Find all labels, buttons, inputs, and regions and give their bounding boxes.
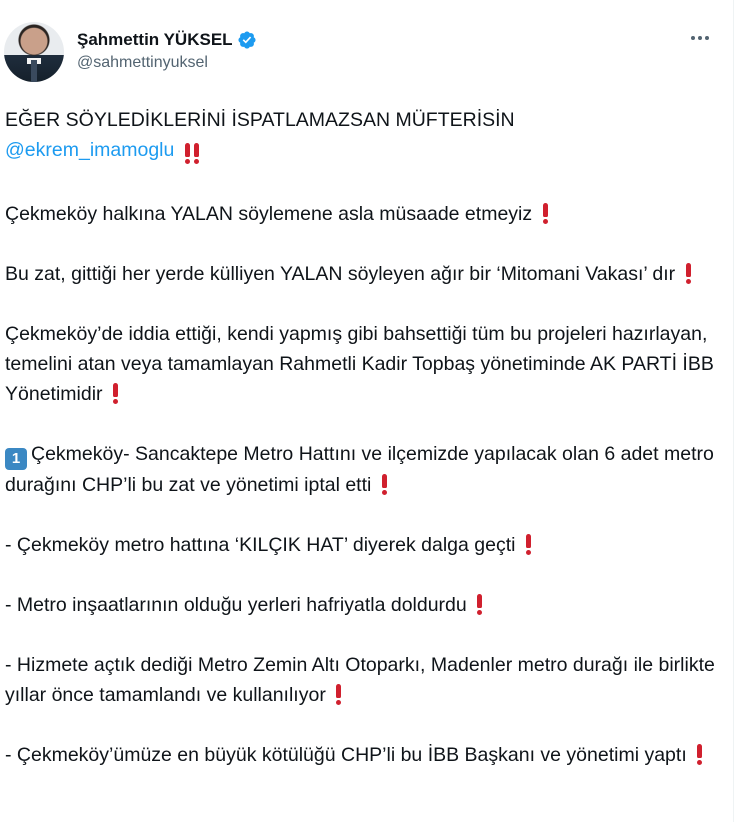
exclamation-icon xyxy=(380,473,389,495)
tweet-header xyxy=(0,0,733,100)
exclamation-icon xyxy=(111,382,120,404)
exclamation-icon xyxy=(541,202,550,224)
tweet-paragraph-6: - Çekmeköy metro hattına ‘KILÇIK HAT’ diyerek dalga geçti xyxy=(5,530,715,560)
exclamation-icon xyxy=(475,593,484,615)
exclamation-icon xyxy=(684,262,693,284)
name-row xyxy=(77,30,257,50)
tweet-paragraph-2: Çekmeköy halkına YALAN söylemene asla müsaade etmeyiz xyxy=(5,199,715,229)
double-exclamation-icon xyxy=(183,139,201,169)
verified-badge-icon xyxy=(237,30,257,50)
exclamation-icon xyxy=(334,683,343,705)
tweet-text xyxy=(5,105,715,770)
tweet-paragraph-7: - Metro inşaatlarının olduğu yerleri hafriyatla doldurdu xyxy=(5,590,715,620)
tweet-paragraph-8: - Hizmete açtık dediği Metro Zemin Altı Otoparkı, Madenler metro durağı ile birlikte yıllar önce tamamlandı ve kullanılıyor xyxy=(5,654,715,706)
tweet-paragraph-4: Çekmeköy’de iddia ettiği, kendi yapmış gibi bahsettiği tüm bu projeleri hazırlayan, temelini atan veya tamamlayan Rahmetli Kadir Topbaş yönetiminde AK PARTİ İBB Yönetimidir xyxy=(5,323,714,405)
more-options-button[interactable] xyxy=(686,24,714,52)
avatar[interactable] xyxy=(4,22,64,82)
user-handle[interactable]: @sahmettinyuksel xyxy=(77,54,208,71)
exclamation-icon xyxy=(695,743,704,765)
tweet-paragraph-5: 1 Çekmeköy- Sancaktepe Metro Hattını ve ilçemizde yapılacak olan 6 adet metro durağını CHP’li bu zat ve yönetimi iptal etti xyxy=(5,443,714,496)
tweet-paragraph-9: - Çekmeköy’ümüze en büyük kötülüğü CHP’li bu İBB Başkanı ve yönetimi yaptı xyxy=(5,740,715,770)
display-name[interactable]: Şahmettin YÜKSEL xyxy=(77,30,233,49)
avatar-tie xyxy=(31,60,37,82)
keycap-one-icon: 1 xyxy=(5,448,27,470)
column-border xyxy=(733,0,734,822)
tweet-line-1: EĞER SÖYLEDİKLERİNİ İSPATLAMAZSAN MÜFTERİSİN xyxy=(5,109,515,131)
tweet-paragraph-3: Bu zat, gittiği her yerde külliyen YALAN söyleyen ağır bir ‘Mitomani Vakası’ dır xyxy=(5,259,715,289)
mention-link[interactable]: @ekrem_imamoglu xyxy=(5,139,175,161)
more-options-icon xyxy=(691,36,709,40)
exclamation-icon xyxy=(524,533,533,555)
tweet-line-2 xyxy=(5,135,715,169)
